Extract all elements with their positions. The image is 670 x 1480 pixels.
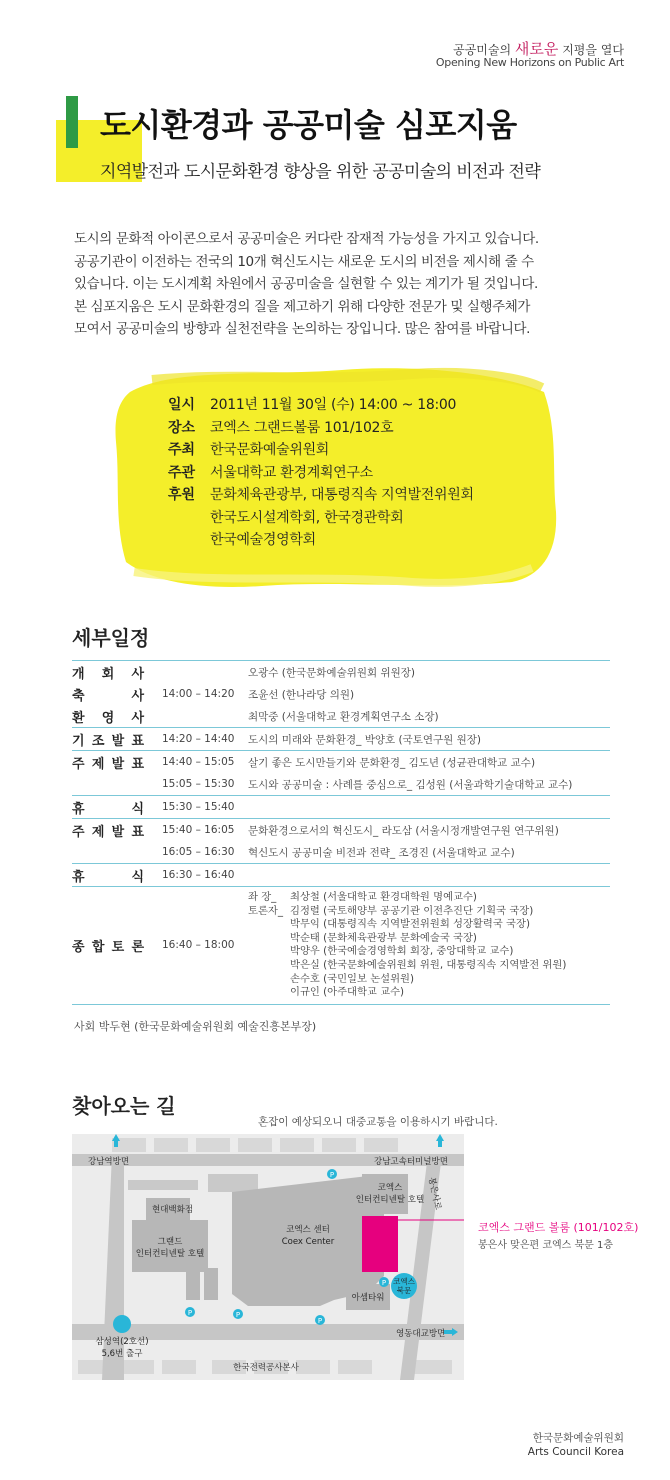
opening-cat [72, 661, 162, 684]
info-venue-value: 코엑스 그랜드볼룸 101/102호 [210, 419, 394, 436]
parking-icon-label: P [381, 1279, 387, 1287]
map-label-bongeunsa: 봉은사로 [426, 1176, 443, 1211]
directions-heading: 찾아오는 길 [72, 1094, 176, 1118]
samsung-station-marker [113, 1315, 131, 1333]
table-row [72, 683, 610, 705]
topic2-cat-label: 주 제 발 표 [72, 824, 144, 840]
table-cell-time [162, 661, 248, 684]
topic2-time: 15:40 – 16:05 [162, 819, 248, 842]
map-label-coex-north-1: 코엑스 [393, 1277, 415, 1286]
footer-org-en: Arts Council Korea [527, 1446, 624, 1458]
panel-time: 16:40 – 18:00 [162, 887, 248, 1005]
opening-item: 최막중 (서울대학교 환경계획연구소 소장) [248, 710, 439, 723]
panel-cat-label: 종 합 토 론 [72, 939, 144, 955]
map-label-grand-hotel-1: 그랜드 [157, 1237, 183, 1247]
topic1-item: 도시와 공공미술 : 사례를 중심으로_ 김성원 (서울과학기술대학교 교수) [248, 778, 573, 791]
info-date-value: 2011년 11월 30일 (수) 14:00 ~ 18:00 [210, 397, 457, 413]
moderator-note: 사회 박두현 (한국문화예술위원회 예술진흥본부장) [74, 1020, 317, 1033]
intro-line: 도시의 문화적 아이콘으로서 공공미술은 커다란 잠재적 가능성을 가지고 있습니다. [74, 231, 539, 247]
opening-time: 14:00 – 14:20 [162, 688, 235, 700]
map-label-kepco: 한국전력공사본사 [233, 1363, 299, 1373]
table-cell-empty [248, 796, 610, 819]
panelist: 김정렬 (국토해양부 공공기관 이전추진단 기획국 국장) [290, 904, 534, 917]
table-row [72, 841, 610, 864]
panel-chair-label: 좌 장_ [248, 891, 277, 903]
info-sponsor-value: 한국예술경영학회 [210, 532, 316, 548]
panel-members [248, 887, 610, 1005]
tagline-en: Opening New Horizons on Public Art [435, 56, 624, 69]
map-top-blocks [112, 1138, 398, 1152]
topic2-time: 16:05 – 16:30 [162, 846, 235, 858]
panelist: 박은실 (한국문화예술위원회 위원, 대통령직속 지역발전 위원) [290, 958, 567, 971]
info-sponsor-value: 문화체육관광부, 대통령직속 지역발전위원회 [210, 487, 474, 503]
break2-time: 16:30 – 16:40 [162, 864, 248, 887]
table-row [72, 751, 610, 774]
schedule-heading: 세부일정 [72, 626, 150, 650]
tagline-ko-pre: 공공미술의 [453, 43, 512, 57]
venue-callout-sub: 봉은사 맞은편 코엑스 북문 1층 [478, 1240, 613, 1251]
panel-panelist-label: 토론자_ [248, 904, 283, 917]
map-label-coex-hotel-1: 코엑스 [377, 1183, 403, 1193]
table-row [72, 728, 610, 751]
topic2-cat [72, 819, 162, 842]
panelist: 박무익 (대통령직속 지역발전위원회 성장활력국 국장) [290, 918, 530, 931]
break2-cat [72, 864, 162, 887]
map-label-grand-hotel-2: 인터컨티넨탈 호텔 [135, 1249, 205, 1259]
info-sponsor-row [168, 484, 474, 552]
parking-icon-label: P [317, 1317, 323, 1325]
table-cell-time [162, 705, 248, 728]
info-venue-row [168, 417, 474, 440]
footer-org-ko: 한국문화예술위원회 [532, 1432, 624, 1444]
congrats-cat-label: 축 사 [72, 688, 144, 704]
map-label-coex-north-2: 북문 [396, 1286, 412, 1295]
table-cell-empty [72, 773, 162, 796]
venue-callout: 코엑스 그랜드 볼룸 (101/102호) [478, 1221, 639, 1234]
map-label-hyundai: 현대백화점 [152, 1205, 194, 1215]
info-host-label: 주최 [168, 442, 196, 458]
break2-cat-label: 휴 식 [72, 869, 144, 885]
map-building-small [204, 1268, 218, 1300]
map-venue-grand-ballroom [362, 1216, 398, 1272]
title-deco-green-bar [66, 96, 78, 148]
map-label-asem: 아셈타워 [351, 1293, 385, 1303]
table-row [72, 705, 610, 728]
break1-time: 15:30 – 15:40 [162, 796, 248, 819]
map-building-small [186, 1268, 200, 1300]
map-block [208, 1174, 258, 1192]
keynote-item: 도시의 미래와 문화환경_ 박양호 (국토연구원 원장) [248, 728, 610, 751]
panel-chair: 최상철 (서울대학교 환경대학원 명예교수) [290, 891, 477, 903]
panelist: 박순태 (문화체육관광부 문화예술국 국장) [290, 931, 477, 944]
table-row [72, 887, 610, 1005]
map-label-gangnam: 강남역방면 [88, 1157, 130, 1167]
table-cell-empty [72, 841, 162, 864]
break1-cat [72, 796, 162, 819]
location-map [72, 1134, 464, 1380]
arrow-up-icon [114, 1141, 118, 1147]
schedule-table [72, 660, 610, 1005]
table-row [72, 661, 610, 684]
panelist: 손수호 (국민일보 논설위원) [290, 972, 414, 985]
info-organizer-value: 서울대학교 환경계획연구소 [210, 464, 373, 481]
info-date-label: 일시 [168, 397, 196, 413]
opening-cat [72, 705, 162, 728]
map-label-samsung-1: 삼성역(2호선) [95, 1337, 149, 1347]
intro-paragraph [74, 228, 604, 341]
map-label-yeongdong: 영동대교방면 [396, 1329, 446, 1339]
tagline-ko-highlight: 새로운 [514, 40, 559, 58]
parking-icon-label: P [329, 1171, 335, 1179]
keynote-cat-label: 기 조 발 표 [72, 733, 144, 749]
parking-icon-label: P [187, 1309, 193, 1317]
table-row [72, 773, 610, 796]
opening-item: 오광수 (한국문화예술위원회 위원장) [248, 661, 610, 684]
map-label-terminal: 강남고속터미널방면 [374, 1157, 448, 1167]
map-building-coex-hotel [362, 1174, 408, 1214]
panel-chair-row [248, 891, 610, 905]
panel-panelist-row [248, 905, 610, 1000]
arrow-up-icon [438, 1141, 442, 1147]
keynote-cat [72, 728, 162, 751]
panelist: 박양우 (한국예술경영학회 회장, 중앙대학교 교수) [290, 945, 514, 958]
table-row [72, 796, 610, 819]
info-host-value: 한국문화예술위원회 [210, 442, 330, 458]
keynote-time: 14:20 – 14:40 [162, 728, 248, 751]
map-label-coex-hotel-2: 인터컨티넨탈 호텔 [355, 1195, 425, 1205]
info-sponsor-value: 한국도시설계학회, 한국경관학회 [210, 509, 404, 526]
tagline-ko-post: 지평을 열다 [562, 43, 624, 57]
intro-line: 본 심포지움은 도시 문화환경의 질을 제고하기 위해 다양한 전문가 및 실행주체가 [74, 298, 531, 315]
info-date-row [168, 394, 474, 417]
table-row [72, 819, 610, 842]
page-subtitle: 지역발전과 도시문화환경 향상을 위한 공공미술의 비전과 전략 [100, 162, 541, 182]
info-organizer-row [168, 462, 474, 485]
topic1-time: 14:40 – 15:05 [162, 751, 248, 774]
directions-notice: 혼잡이 예상되오니 대중교통을 이용하시기 바랍니다. [258, 1116, 498, 1128]
info-host-row [168, 439, 474, 462]
topic1-time: 15:05 – 15:30 [162, 778, 235, 790]
topic1-item: 살기 좋은 도시만들기와 문화환경_ 김도년 (성균관대학교 교수) [248, 751, 610, 774]
opening-cat-label: 개 회 사 [72, 666, 144, 682]
event-info [168, 394, 474, 552]
parking-icon-label: P [235, 1311, 241, 1319]
info-sponsor-label: 후원 [168, 487, 196, 503]
welcome-cat-label: 환 영 사 [72, 710, 144, 726]
table-cell-empty [248, 864, 610, 887]
map-label-coex-center-en: Coex Center [281, 1237, 335, 1247]
break1-cat-label: 휴 식 [72, 801, 144, 817]
topic1-cat-label: 주 제 발 표 [72, 756, 144, 772]
map-block [128, 1180, 198, 1190]
panelist: 이규인 (아주대학교 교수) [290, 986, 405, 999]
panel-cat [72, 887, 162, 1005]
intro-line: 모여서 공공미술의 방향과 실천전략을 논의하는 장입니다. 많은 참여를 바랍니다. [74, 321, 531, 337]
topic2-item: 혁신도시 공공미술 비전과 전략_ 조경진 (서울대학교 교수) [248, 846, 515, 859]
opening-cat [72, 683, 162, 705]
map-label-samsung-2: 5,6번 출구 [101, 1349, 143, 1359]
topic2-item: 문화환경으로서의 혁신도시_ 라도삼 (서울시정개발연구원 연구위원) [248, 819, 610, 842]
map-label-coex-center: 코엑스 센터 [286, 1225, 330, 1235]
intro-line: 있습니다. 이는 도시계획 차원에서 공공미술을 실현할 수 있는 계기가 될 것입니다. [74, 276, 538, 292]
intro-line: 공공기관이 이전하는 전국의 10개 혁신도시는 새로운 도시의 비전을 제시해 줄 수 [74, 253, 534, 270]
opening-item: 조윤선 (한나라당 의원) [248, 688, 355, 701]
topic1-cat [72, 751, 162, 774]
page-title: 도시환경과 공공미술 심포지움 [100, 106, 517, 144]
info-organizer-label: 주관 [168, 464, 196, 481]
table-row [72, 864, 610, 887]
info-venue-label: 장소 [168, 419, 196, 436]
